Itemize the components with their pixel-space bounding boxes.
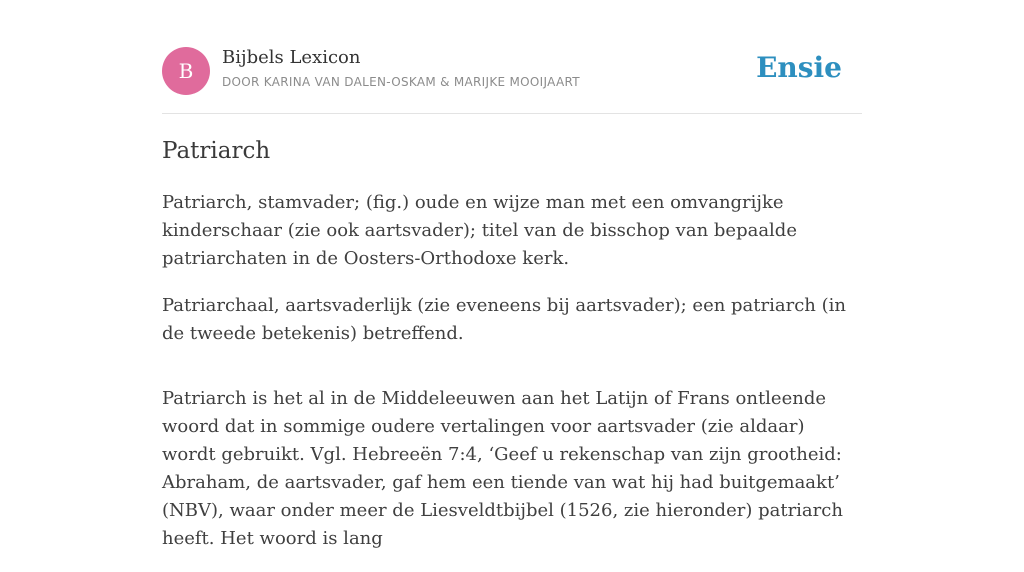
book-avatar[interactable]: B (162, 47, 210, 95)
book-header (162, 47, 862, 95)
entry-paragraph: Patriarch, stamvader; (fig.) oude en wijze man met een omvangrijke kinderschaar (zie ook aartsvader); titel van de bisschop van bepaalde patriarchaten in de Oosters-Orthodoxe kerk. (162, 192, 797, 269)
header-divider (162, 113, 862, 114)
entry-paragraph: Patriarch is het al in de Middeleeuwen aan het Latijn of Frans ontleende woord dat in sommige oudere vertalingen voor aartsvader (zie aldaar) wordt gebruikt. Vgl. Hebreeën 7:4, ‘Geef u rekenschap van zijn grootheid: Abraham, de aartsvader, gaf hem een tiende van wat hij had buitgemaakt’ (NBV), waar onder meer de Liesveldtbijbel (1526, zie hieronder) patriarch heeft. Het woord is lang (162, 388, 843, 549)
entry-title: Patriarch (162, 138, 271, 164)
book-title-link[interactable]: Bijbels Lexicon (222, 47, 361, 68)
entry-paragraph: Patriarchaal, aartsvaderlijk (zie eveneens bij aartsvader); een patriarch (in de tweede betekenis) betreffend. (162, 295, 846, 344)
entry-content (162, 189, 862, 572)
book-authors: DOOR KARINA VAN DALEN-OSKAM & MARIJKE MOOIJAART (222, 75, 580, 89)
ensie-logo[interactable]: Ensie (756, 51, 842, 84)
